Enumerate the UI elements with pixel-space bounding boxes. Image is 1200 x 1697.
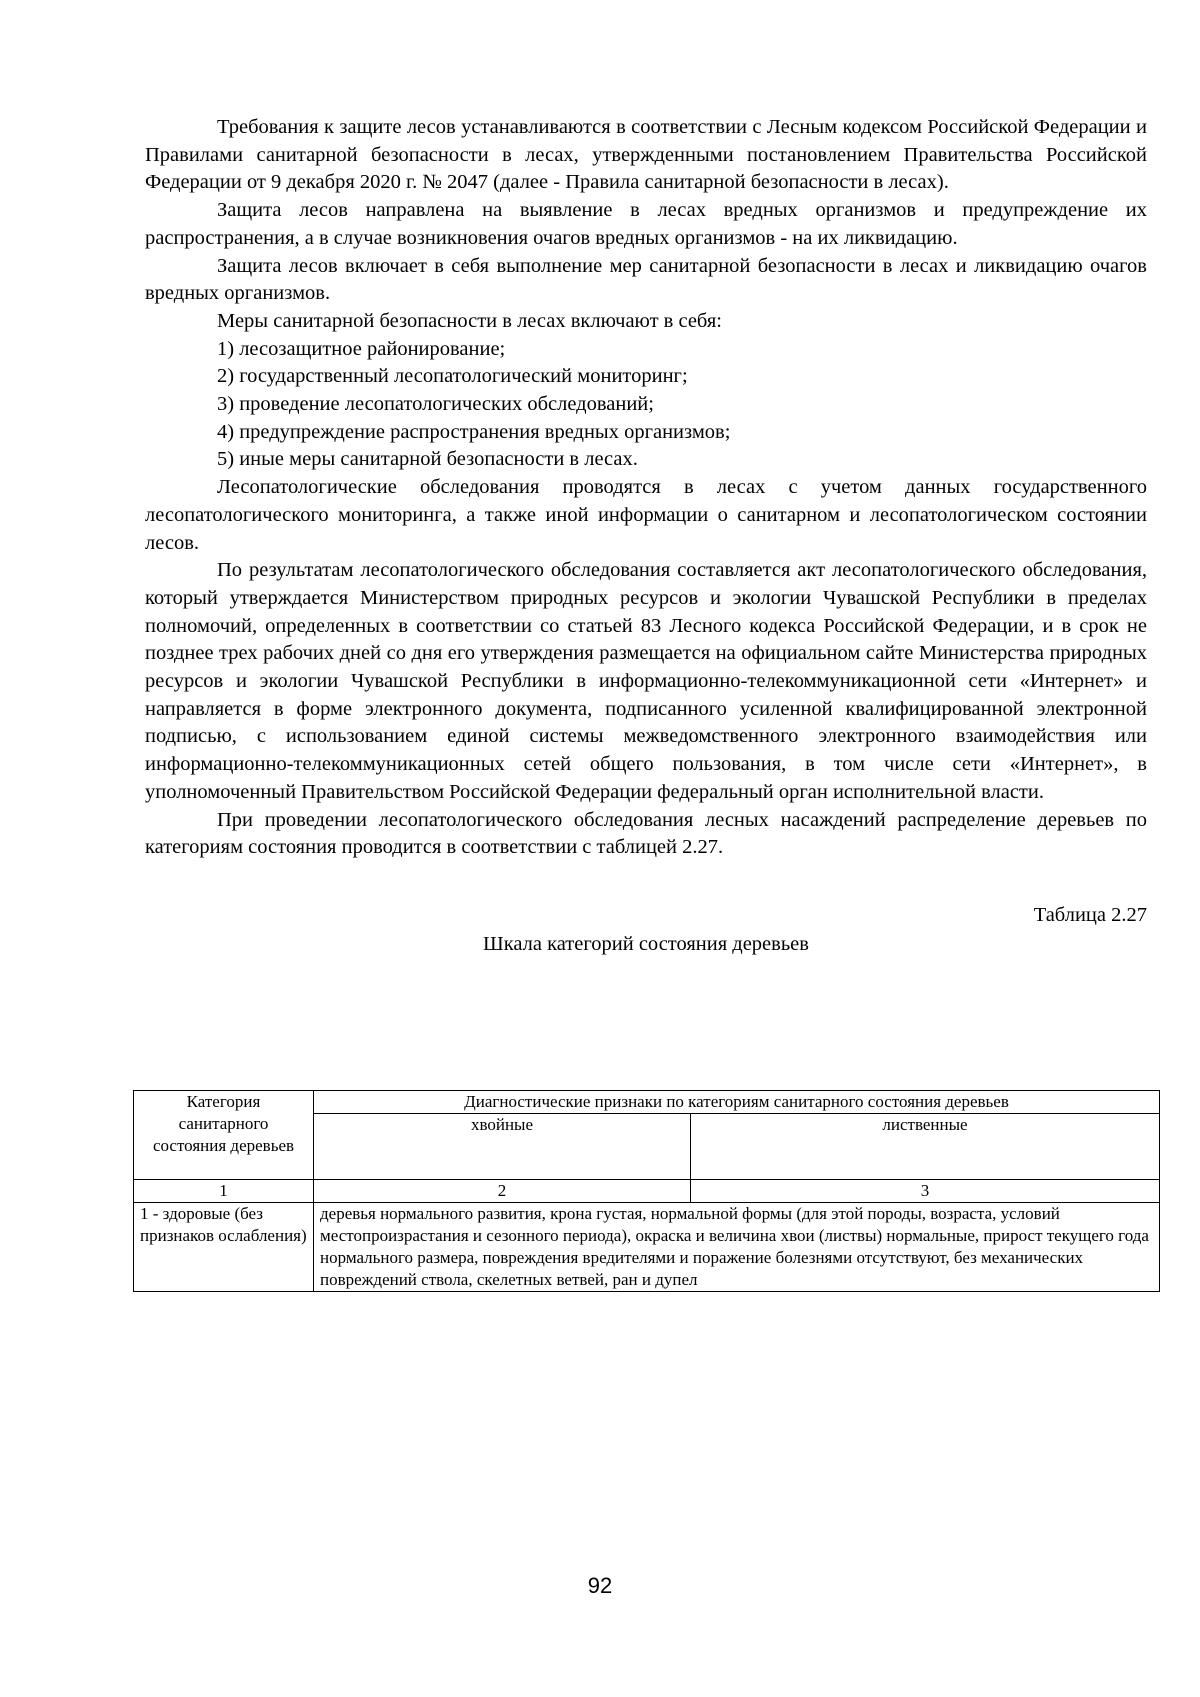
paragraph: Требования к защите лесов устанавливаются в соответствии с Лесным кодексом Российской Федерации и Правилами санитарной безопасности в лесах, утвержденными постановлением Правительства Российской Федерации от 9 декабря 2020 г. № 2047 (далее - Правила санитарной безопасности в лесах). — [145, 116, 1147, 194]
paragraph: При проведении лесопатологического обследования лесных насаждений распределение деревьев по категориям состояния проводится в соответствии с таблицей 2.27. — [145, 808, 1147, 859]
list-item: 4) предупреждение распространения вредных организмов; — [217, 420, 731, 443]
table-number: Таблица 2.27 — [1033, 903, 1147, 926]
table-title: Шкала категорий состояния деревьев — [483, 932, 809, 955]
paragraph: Лесопатологические обследования проводятся в лесах с учетом данных государственного лесопатологического мониторинга, а также иной информации о санитарном и лесопатологическом состоянии лесов. — [145, 476, 1147, 554]
paragraph: Защита лесов направлена на выявление в лесах вредных организмов и предупреждение их распространения, а в случае возникновения очагов вредных организмов - на их ликвидацию. — [145, 199, 1147, 249]
table-row — [134, 1203, 1160, 1292]
paragraph: Меры санитарной безопасности в лесах включают в себя: — [217, 309, 722, 332]
page-number: 92 — [587, 1573, 613, 1598]
column-number: 1 — [134, 1180, 314, 1203]
paragraph: Защита лесов включает в себя выполнение мер санитарной безопасности в лесах и ликвидацию очагов вредных организмов. — [145, 254, 1147, 305]
paragraph: По результатам лесопатологического обследования составляется акт лесопатологического обследования, который утверждается Министерством природных ресурсов и экологии Чувашской Республики в пределах полномочий, определенных в соответствии со статьей 83 Лесного кодекса Российской Федерации, и в срок не позднее трех рабочих дней со дня его утверждения размещается на официальном сайте Министерства природных ресурсов и экологии Чувашской Республики в информационно-телекоммуникационной сети «Интернет» и направляется в форме электронного документа, подписанного усиленной квалифицированной электронной подписью, с использованием единой системы межведомственного электронного взаимодействия или информационно-телекоммуникационных сетей общего пользования, в том числе сети «Интернет», в уполномоченный Правительством Российской Федерации федеральный орган исполнительной власти. — [145, 559, 1147, 803]
list-item: 3) проведение лесопатологических обследований; — [217, 393, 654, 416]
column-number: 2 — [314, 1180, 691, 1203]
header-diagnostic-signs: Диагностические признаки по категориям санитарного состояния деревьев — [314, 1091, 1160, 1114]
table-header-row — [134, 1091, 1160, 1114]
list-item: 2) государственный лесопатологический мониторинг; — [217, 365, 688, 388]
document-body — [145, 114, 1147, 958]
row-signs: деревья нормального развития, крона густая, нормальной формы (для этой породы, возраста, условий местопроизрастания и сезонного периода), окраска и величина хвои (листвы) нормальные, прирост текущего года нормального размера, повреждения вредителями и поражение болезнями отсутствуют, без механических повреждений ствола, скелетных ветвей, ран и дупел — [314, 1203, 1160, 1292]
table-number-row — [134, 1180, 1160, 1203]
row-category: 1 - здоровые (без признаков ослабления) — [134, 1203, 314, 1292]
tree-condition-table — [133, 1090, 1160, 1292]
column-number: 3 — [691, 1180, 1160, 1203]
header-deciduous: лиственные — [691, 1114, 1160, 1180]
table-container — [133, 1090, 1159, 1292]
list-item: 5) иные меры санитарной безопасности в лесах. — [217, 448, 638, 471]
list-item: 1) лесозащитное районирование; — [217, 337, 506, 360]
header-coniferous: хвойные — [314, 1114, 691, 1180]
header-category: Категория санитарного состояния деревьев — [134, 1091, 314, 1180]
